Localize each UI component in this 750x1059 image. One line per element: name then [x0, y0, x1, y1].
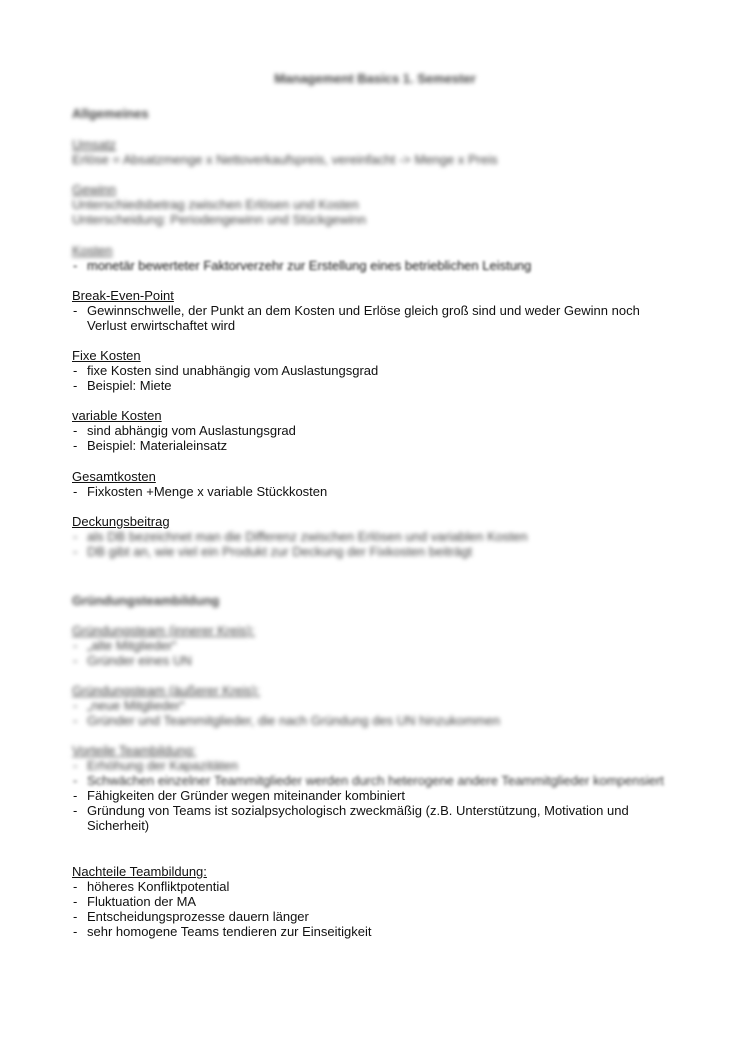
deckungsbeitrag-item-1: - als DB bezeichnet man die Differenz zwischen Erlösen und variablen Kosten: [72, 529, 682, 544]
vorteile-item-3: - Fähigkeiten der Gründer wegen miteinander kombiniert: [72, 788, 682, 803]
break-even-item-1: - Gewinnschwelle, der Punkt an dem Kosten und Erlöse gleich groß sind und weder Gewinn noch Verlust erwirtschaftet wird: [72, 303, 682, 333]
page-title: Management Basics 1. Semester: [274, 71, 476, 86]
kosten-item-1: - monetär bewerteter Faktorverzehr zur Erstellung eines betrieblichen Leistung: [72, 258, 682, 273]
nachteile-heading: Nachteile Teambildung:: [72, 864, 207, 879]
outer-circle-item-1: - „neue Mitglieder“: [72, 698, 682, 713]
inner-circle-item-1: - „alte Mitglieder“: [72, 638, 682, 653]
umsatz-block: [72, 137, 682, 167]
deckungsbeitrag-block: [72, 514, 682, 559]
vorteile-block: [72, 743, 682, 833]
gewinn-text-1: Unterschiedsbetrag zwischen Erlösen und Kosten: [72, 197, 359, 212]
nachteile-item-2: - Fluktuation der MA: [72, 894, 682, 909]
gesamtkosten-item-1: - Fixkosten +Menge x variable Stückkosten: [72, 484, 682, 499]
fixe-kosten-heading: Fixe Kosten: [72, 348, 141, 363]
outer-circle-block: [72, 683, 682, 728]
inner-circle-block: [72, 623, 682, 668]
inner-circle-item-2: - Gründer eines UN: [72, 653, 682, 668]
variable-kosten-item-2: - Beispiel: Materialeinsatz: [72, 438, 682, 453]
section-heading-allgemeines: Allgemeines: [72, 106, 149, 121]
fixe-kosten-item-1: - fixe Kosten sind unabhängig vom Auslastungsgrad: [72, 363, 682, 378]
vorteile-item-1: - Erhöhung der Kapazitäten: [72, 758, 682, 773]
outer-circle-heading: Gründungsteam (äußerer Kreis):: [72, 683, 260, 698]
gewinn-heading: Gewinn: [72, 182, 117, 197]
outer-circle-item-2: - Gründer und Teammitglieder, die nach Gründung des UN hinzukommen: [72, 713, 682, 728]
nachteile-block: [72, 864, 682, 939]
vorteile-item-4: - Gründung von Teams ist sozialpsychologisch zweckmäßig (z.B. Unterstützung, Motivation und Sicherheit): [72, 803, 682, 833]
nachteile-item-3: - Entscheidungsprozesse dauern länger: [72, 909, 682, 924]
break-even-block: [72, 288, 682, 333]
variable-kosten-item-1: - sind abhängig vom Auslastungsgrad: [72, 423, 682, 438]
fixe-kosten-item-2: - Beispiel: Miete: [72, 378, 682, 393]
kosten-block: [72, 243, 682, 273]
section-heading-gruendungsteambildung: Gründungsteambildung: [72, 593, 220, 608]
variable-kosten-heading: variable Kosten: [72, 408, 162, 423]
kosten-heading: Kosten: [72, 243, 113, 258]
gewinn-block: [72, 182, 682, 227]
gesamtkosten-block: [72, 469, 682, 499]
deckungsbeitrag-item-2: - DB gibt an, wie viel ein Produkt zur Deckung der Fixkosten beiträgt: [72, 544, 682, 559]
nachteile-item-1: - höheres Konfliktpotential: [72, 879, 682, 894]
gesamtkosten-heading: Gesamtkosten: [72, 469, 156, 484]
inner-circle-heading: Gründungsteam (innerer Kreis):: [72, 623, 255, 638]
umsatz-text: Erlöse = Absatzmenge x Nettoverkaufspreis, vereinfacht -> Menge x Preis: [72, 152, 498, 167]
vorteile-heading: Vorteile Teambildung:: [72, 743, 197, 758]
variable-kosten-block: [72, 408, 682, 453]
vorteile-item-2: - Schwächen einzelner Teammitglieder werden durch heterogene andere Teammitglieder kompensiert: [72, 773, 682, 788]
break-even-heading: Break-Even-Point: [72, 288, 174, 303]
deckungsbeitrag-heading: Deckungsbeitrag: [72, 514, 170, 529]
gewinn-text-2: Unterscheidung: Periodengewinn und Stückgewinn: [72, 212, 367, 227]
umsatz-heading: Umsatz: [72, 137, 117, 152]
fixe-kosten-block: [72, 348, 682, 393]
nachteile-item-4: - sehr homogene Teams tendieren zur Einseitigkeit: [72, 924, 682, 939]
